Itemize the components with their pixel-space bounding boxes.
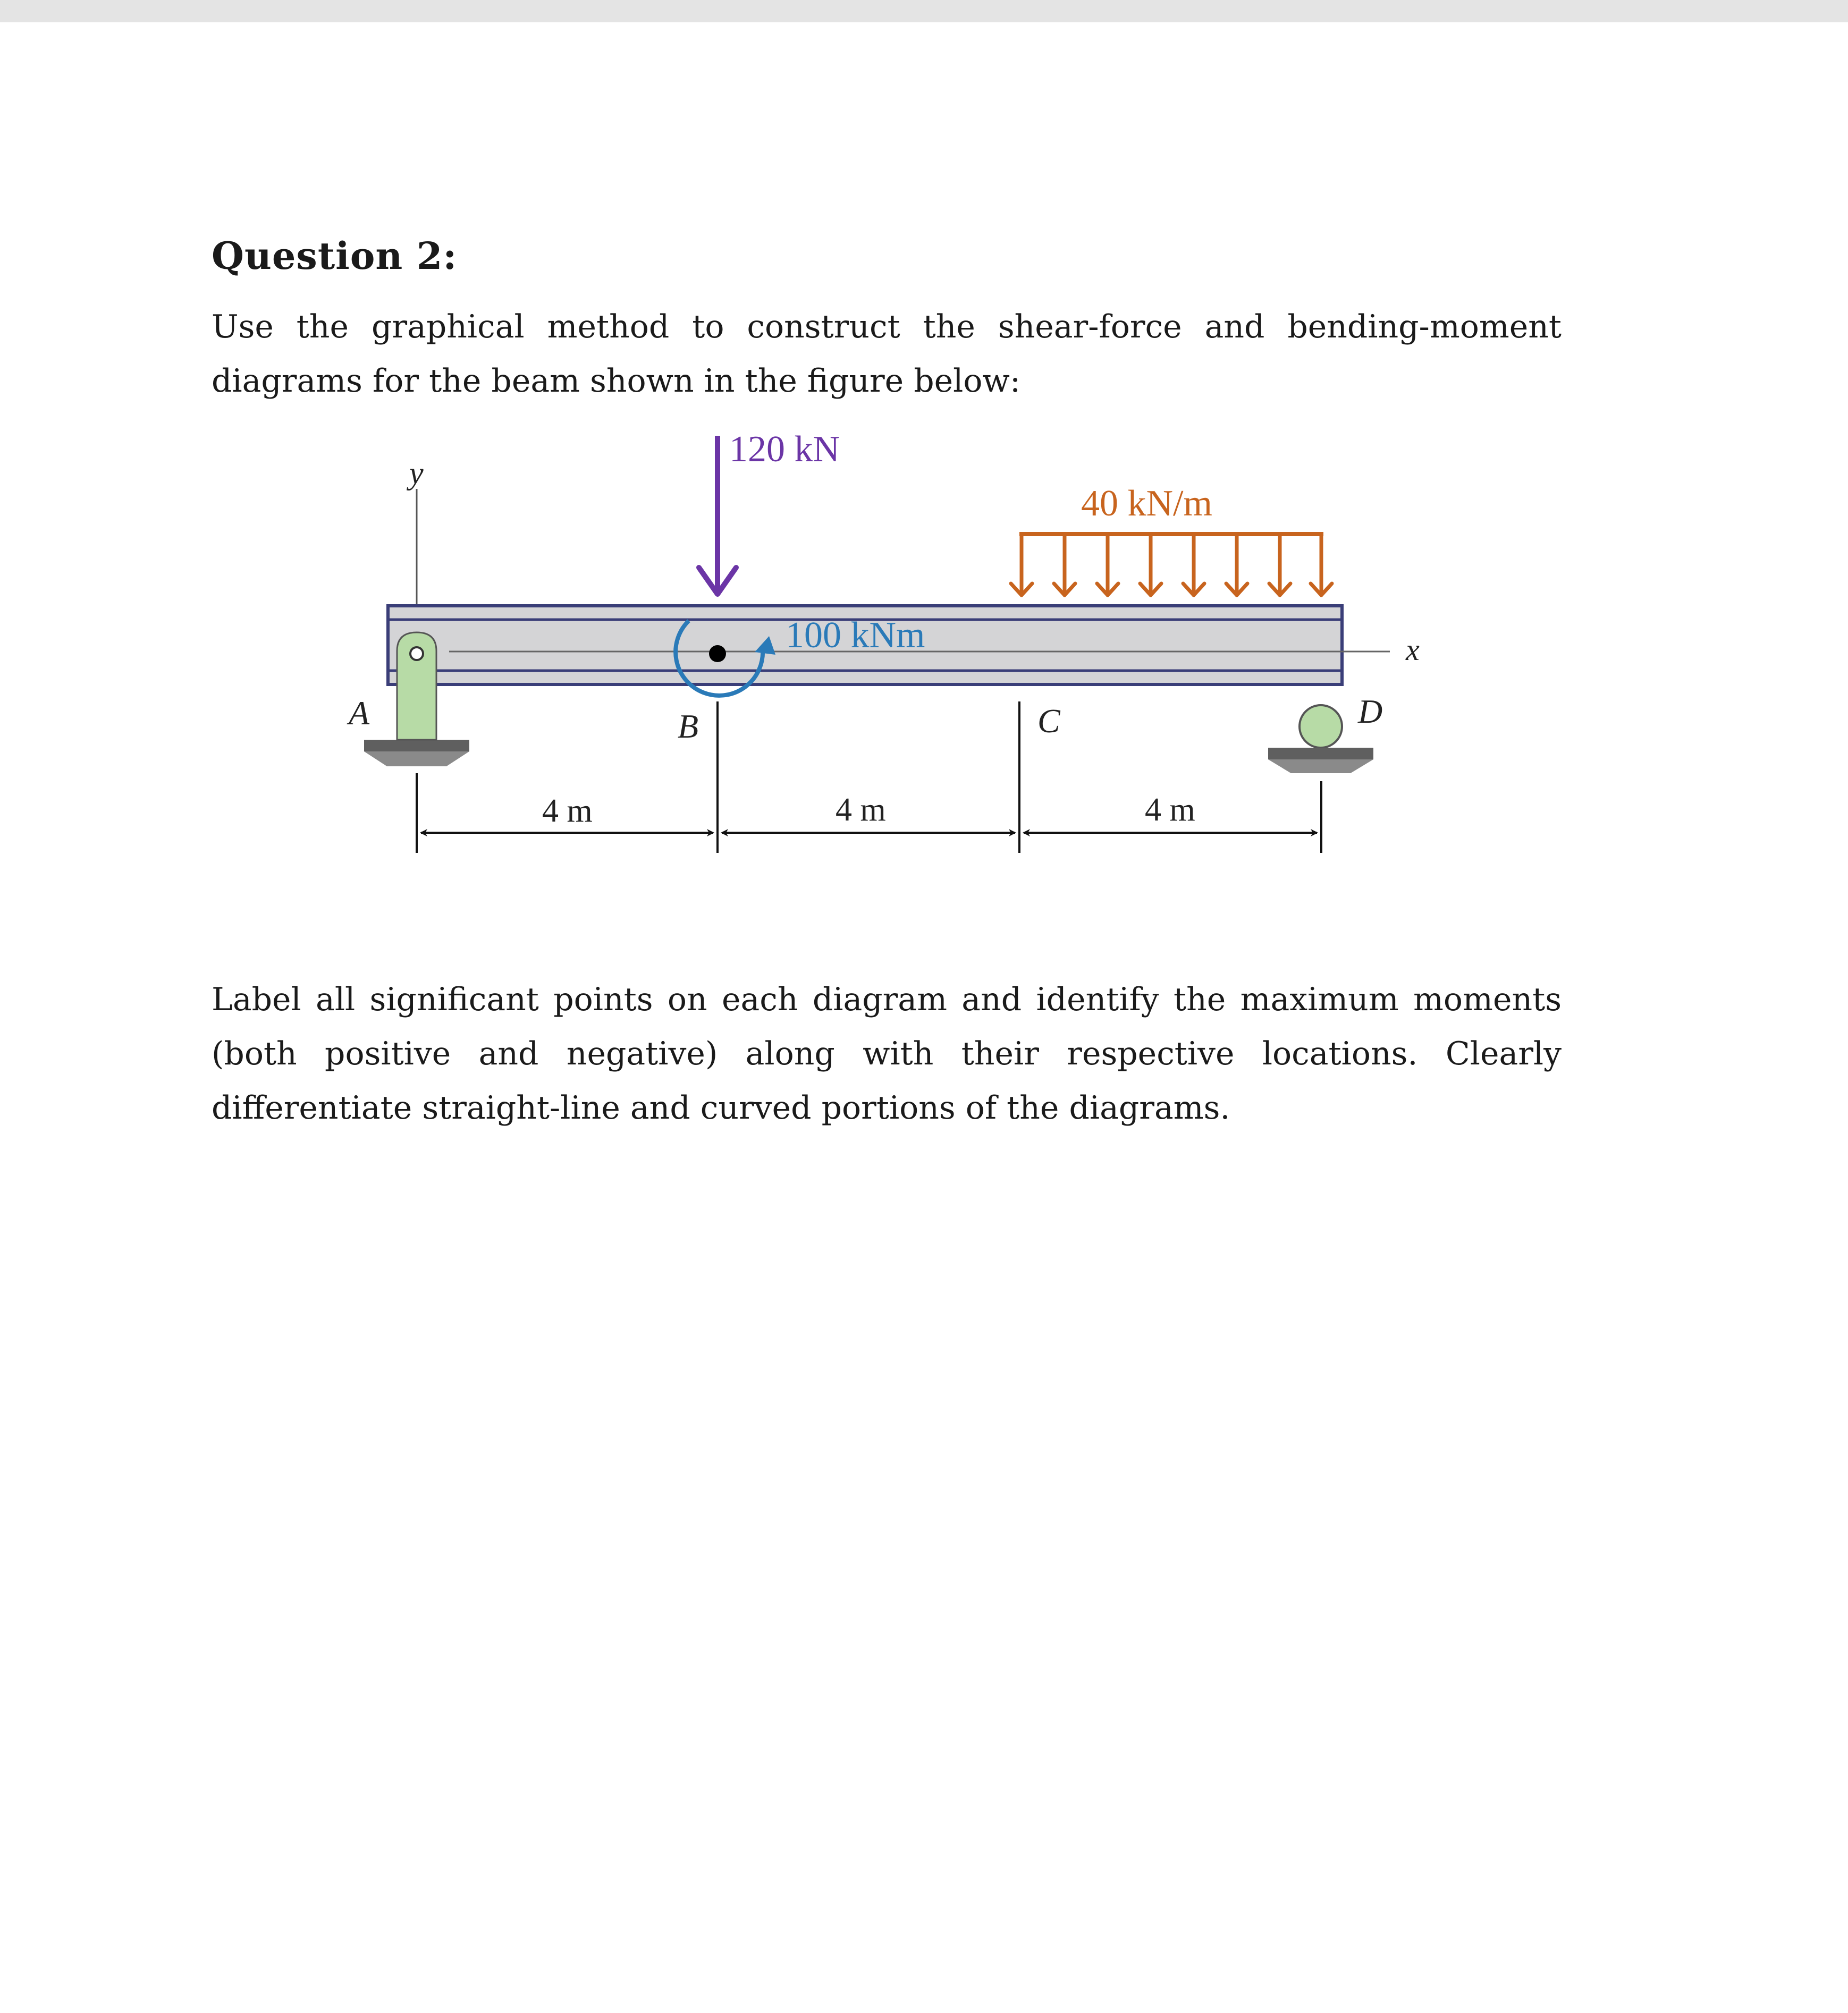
distributed-load-arrow [1054,534,1075,595]
point-d-label: D [1358,692,1383,730]
support-d-ground [1268,748,1373,759]
question-heading: Question 2: [212,234,458,278]
dim-label-cd: 4 m [1145,792,1195,828]
distributed-load-arrow [1140,534,1161,595]
distributed-load-arrow [1226,534,1247,595]
support-d-roller [1299,705,1342,748]
distributed-load-label: 40 kN/m [1081,483,1212,524]
y-axis-label: y [409,455,424,490]
support-d-ground-hatch [1268,759,1373,773]
support-a-ground [364,740,469,751]
distributed-load [1011,534,1332,595]
dim-label-bc: 4 m [836,792,886,828]
distributed-load-arrow [1269,534,1290,595]
question-intro: Use the graphical method to construct the shear-force and bending-moment diagrams for the beam shown in the figure below: [212,308,1562,400]
point-b-label: B [678,707,699,745]
point-load-label: 120 kN [729,429,840,470]
distributed-load-arrow [1311,534,1332,595]
point-a-label: A [349,694,370,732]
dim-label-ab: 4 m [542,793,593,829]
support-a-ground-hatch [364,751,469,766]
support-a-pin-hole [410,647,423,660]
couple-label: 100 kNm [786,615,925,656]
distributed-load-arrow [1183,534,1204,595]
question-instructions: Label all significant points on each diagram and identify the maximum moments (both positive and negative) along with their respective locations. Clearly differentiate straight-line and curved portions of the diagrams. [212,981,1562,1127]
x-axis-label: x [1406,632,1420,667]
beam-figure [0,415,1848,893]
point-c-label: C [1037,702,1060,740]
top-bar [0,0,1848,22]
distributed-load-arrow [1097,534,1118,595]
point-b-dot [709,645,726,662]
distributed-load-arrow [1011,534,1032,595]
